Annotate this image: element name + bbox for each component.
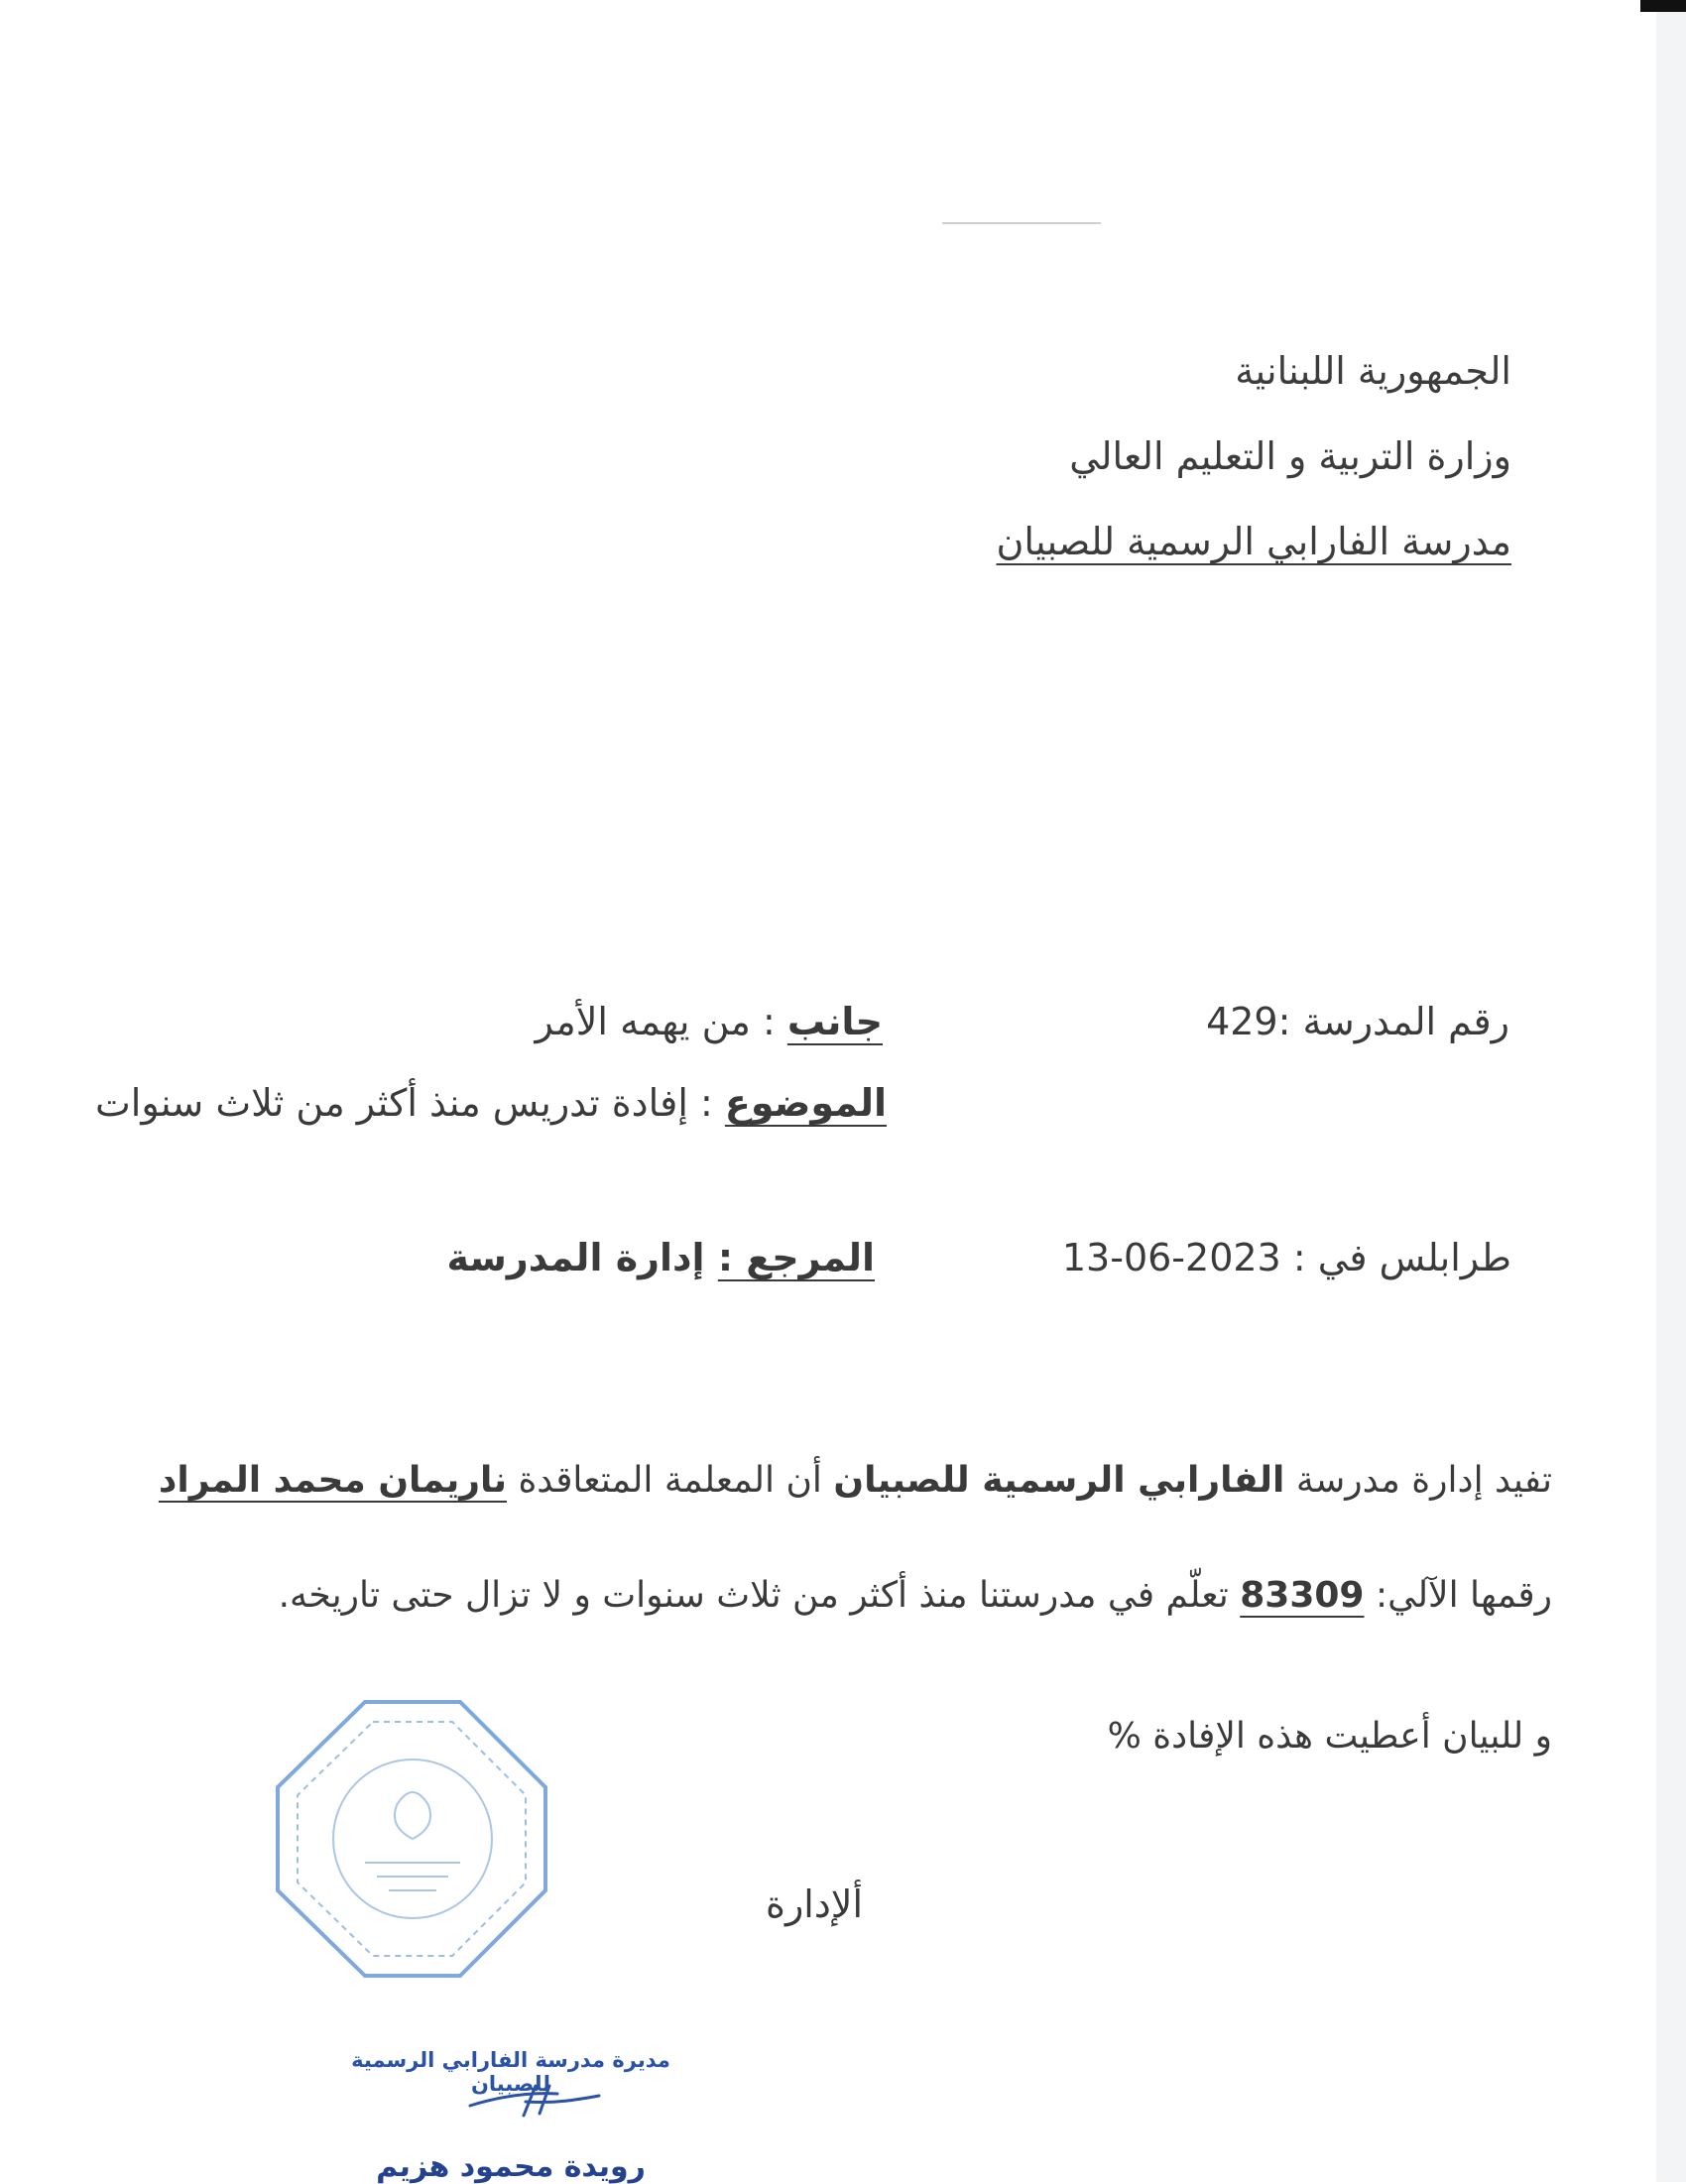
- official-stamp: [266, 1696, 553, 1984]
- addressee-value: : من يهمه الأمر: [535, 1000, 776, 1043]
- body-line-1: [159, 1460, 1552, 1501]
- school-name: الفارابي الرسمية للصبيان: [833, 1460, 1285, 1501]
- place-date: [1062, 1236, 1511, 1279]
- reference-label: المرجع :: [717, 1236, 875, 1279]
- body-text: تعلّم في مدرستنا منذ أكثر من ثلاث سنوات و لا تزال حتى تاريخه.: [278, 1575, 1229, 1616]
- administration-label: ألإدارة: [766, 1882, 863, 1926]
- subject: [95, 1081, 887, 1125]
- teacher-name: ناريمان محمد المراد: [158, 1460, 507, 1501]
- body-text: رقمها الآلي:: [1375, 1575, 1552, 1616]
- signatory-name: رويدة محمود هزيم: [376, 2149, 646, 2184]
- body-text: تفيد إدارة مدرسة: [1295, 1460, 1552, 1501]
- republic-heading: الجمهورية اللبنانية: [1235, 349, 1511, 393]
- addressee-label: جانب: [786, 1000, 883, 1043]
- ministry-heading: وزارة التربية و التعليم العالي: [1069, 434, 1511, 478]
- subject-label: الموضوع: [724, 1081, 887, 1125]
- addressee: [535, 1000, 883, 1043]
- school-number-label: رقم المدرسة :: [1277, 1000, 1509, 1043]
- signature-title: مديرة مدرسة الفارابي الرسمية للصبيان: [351, 2048, 670, 2096]
- document-date: 2023-06-13: [1061, 1236, 1281, 1279]
- body-text: أن المعلمة المتعاقدة: [518, 1460, 822, 1501]
- school-number: [1206, 1000, 1509, 1043]
- place-date-label: طرابلس في :: [1292, 1236, 1511, 1279]
- handwritten-signature: [466, 2080, 605, 2120]
- scan-edge-mark: [1640, 0, 1686, 12]
- teacher-number: 83309: [1240, 1575, 1365, 1616]
- school-number-value: 429: [1206, 1000, 1278, 1043]
- body-line-2: [279, 1575, 1552, 1616]
- signature-block: [327, 2048, 694, 2184]
- scan-edge: [1656, 0, 1686, 2182]
- reference: [446, 1236, 875, 1279]
- body-line-3: و للبيان أعطيت هذه الإفادة %: [1107, 1716, 1552, 1757]
- school-heading: مدرسة الفارابي الرسمية للصبيان: [996, 520, 1511, 563]
- subject-value: : إفادة تدريس منذ أكثر من ثلاث سنوات: [94, 1081, 713, 1125]
- scan-artifact: [942, 222, 1101, 224]
- reference-value: إدارة المدرسة: [446, 1236, 705, 1279]
- stamp-emblem: [395, 1792, 430, 1839]
